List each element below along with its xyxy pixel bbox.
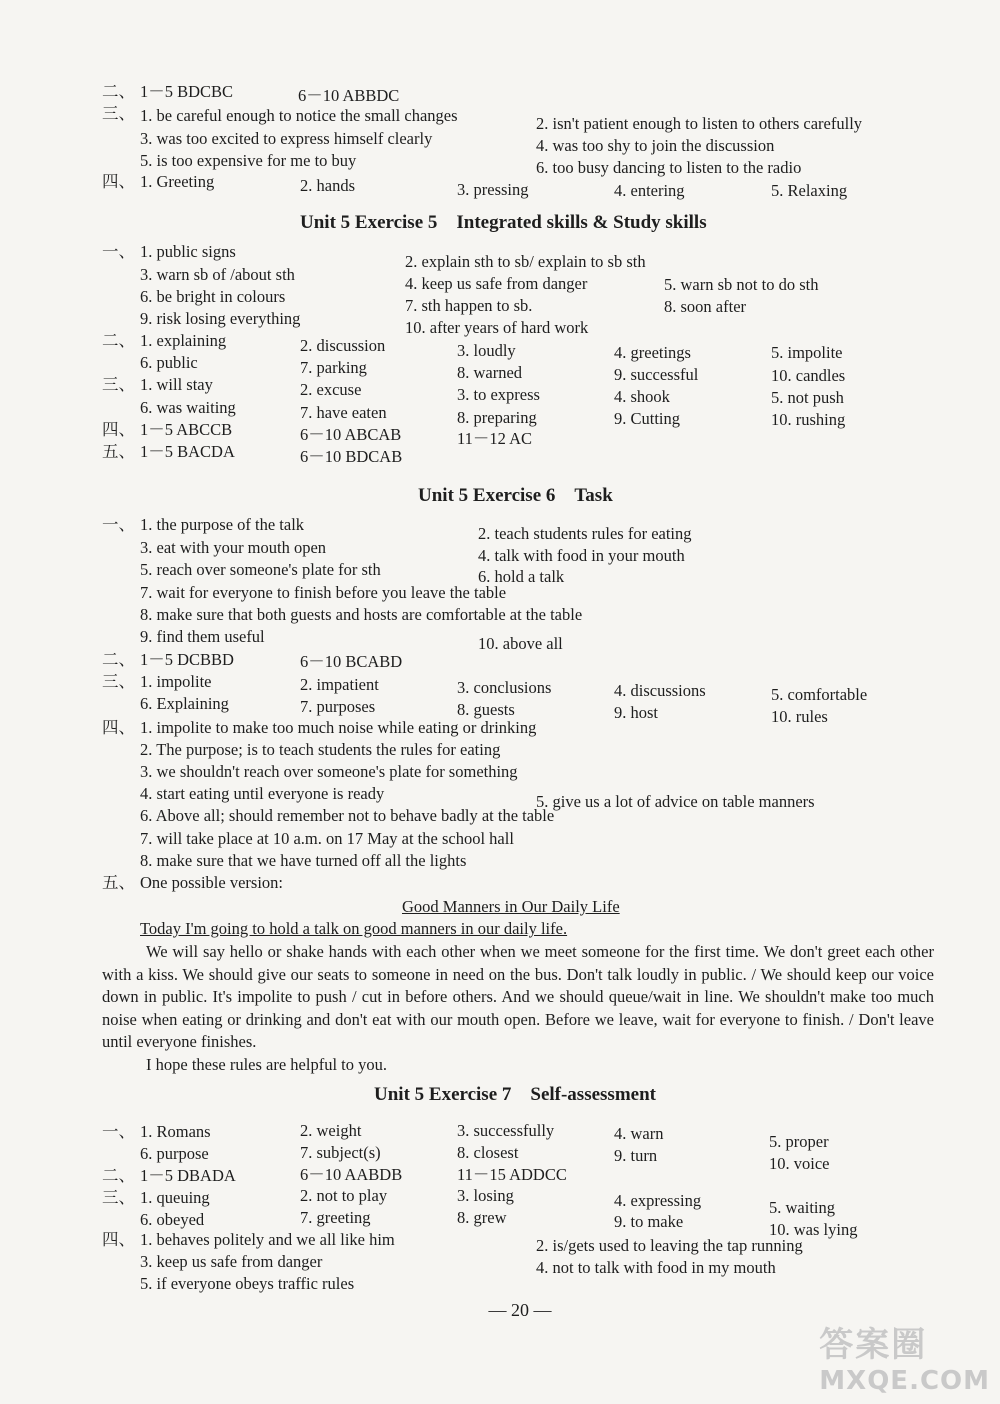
answer-item: 10. after years of hard work [405,318,589,337]
answer-item: 2. teach students rules for eating [478,524,692,543]
answer-item: 9. find them useful [140,627,265,646]
answer-item: 1. the purpose of the talk [140,515,305,534]
answer-item: 5. reach over someone's plate for sth [140,560,381,579]
answer-item: 5. if everyone obeys traffic rules [140,1274,355,1293]
answer-item: 11－15 ADDCC [457,1165,567,1184]
answer-item: 11－12 AC [457,429,533,448]
answer-item: 5. proper [769,1132,829,1151]
section-num: 二、 [102,331,135,350]
answer-item: 6－10 ABBDC [298,86,400,105]
answer-item: 1. Romans [140,1122,211,1141]
answer-item: 6. public [140,353,198,372]
section-num: 一、 [102,242,135,261]
answer-item: 5. Relaxing [771,181,848,200]
answer-item: 6. was waiting [140,398,236,417]
section-num: 三、 [102,672,135,691]
answer-item: 3. we shouldn't reach over someone's plate for something [140,762,518,781]
answer-item: 4. greetings [614,343,691,362]
answer-item: 4. not to talk with food in my mouth [536,1258,776,1277]
answer-item: 2. excuse [300,380,362,399]
answer-item: 1. public signs [140,242,236,261]
answer-item: 6. purpose [140,1144,209,1163]
answer-item: 10. was lying [769,1220,858,1239]
answer-item: 3. warn sb of /about sth [140,265,295,284]
answer-item: 9. host [614,703,659,722]
answer-item: 1－5 BDCBC [140,82,234,101]
answer-item: 2. weight [300,1121,362,1140]
answer-item: 3. to express [457,385,540,404]
answer-item: 7. greeting [300,1208,371,1227]
answer-item: 6. hold a talk [478,567,565,586]
answer-item: 9. successful [614,365,699,384]
watermark [819,1317,990,1396]
answer-item: 4. talk with food in your mouth [478,546,685,565]
answer-item: 3. eat with your mouth open [140,538,327,557]
section-num: 一、 [102,1122,135,1141]
answer-item: 2. hands [300,176,355,195]
answer-item: 8. soon after [664,297,747,316]
answer-item: 2. impatient [300,675,379,694]
answer-item: 6. obeyed [140,1210,205,1229]
answer-item: One possible version: [140,873,283,892]
answer-item: 1. explaining [140,331,227,350]
answer-item: 6－10 ABCAB [300,425,402,444]
answer-item: 7. have eaten [300,403,387,422]
answer-item: 10. rushing [771,410,846,429]
answer-item: 6. too busy dancing to listen to the radio [536,158,802,177]
answer-item: 3. was too excited to express himself clearly [140,129,433,148]
answer-item: 6. Above all; should remember not to behave badly at the table [140,806,555,825]
answer-item: 4. was too shy to join the discussion [536,136,775,155]
section-num: 四、 [102,718,135,737]
answer-item: 2. isn't patient enough to listen to others carefully [536,114,863,133]
answer-item: 3. successfully [457,1121,555,1140]
answer-item: 3. keep us safe from danger [140,1252,323,1271]
answer-item: 7. purposes [300,697,376,716]
essay-body [102,941,934,1076]
answer-item: 5. warn sb not to do sth [664,275,819,294]
answer-item: 1－5 DBADA [140,1166,236,1185]
answer-item: 5. waiting [769,1198,835,1217]
section-num: 四、 [102,1230,135,1249]
answer-item: 6. Explaining [140,694,229,713]
answer-item: 1－5 DCBBD [140,650,234,669]
answer-item: 8. make sure that we have turned off all the lights [140,851,467,870]
page-number: — 20 — [488,1300,552,1320]
answer-item: 7. wait for everyone to finish before you leave the table [140,583,507,602]
answer-item: 3. pressing [457,180,529,199]
exercise-heading: Unit 5 Exercise 5 Integrated skills & Study skills [300,212,707,233]
essay-closing: I hope these rules are helpful to you. [146,1054,388,1074]
answer-item: 7. subject(s) [300,1143,381,1162]
answer-item: 8. closest [457,1143,519,1162]
answer-item: 9. Cutting [614,409,681,428]
answer-item: 1. queuing [140,1188,210,1207]
answer-item: 3. losing [457,1186,514,1205]
answer-item: 2. discussion [300,336,386,355]
answer-item: 1. impolite [140,672,212,691]
answer-item: 3. loudly [457,341,516,360]
answer-item: 6. be bright in colours [140,287,286,306]
section-num: 三、 [102,375,135,394]
answer-item: 10. candles [771,366,846,385]
answer-item: 2. The purpose; is to teach students the rules for eating [140,740,501,759]
answer-item: 5. not push [771,388,844,407]
answer-item: 8. preparing [457,408,537,427]
answer-item: 5. is too expensive for me to buy [140,151,357,170]
answer-item: 4. start eating until everyone is ready [140,784,385,803]
answer-item: 1. impolite to make too much noise while eating or drinking [140,718,537,737]
answer-item: 1－5 ABCCB [140,420,233,439]
answer-item: 4. shook [614,387,670,406]
section-num: 五、 [102,873,135,892]
answer-item: 2. is/gets used to leaving the tap running [536,1236,803,1255]
section-num: 二、 [102,1166,135,1185]
essay-first-line: Today I'm going to hold a talk on good manners in our daily life. [140,919,568,938]
section-num: 三、 [102,1188,135,1207]
answer-item: 10. rules [771,707,828,726]
answer-item: 5. impolite [771,343,843,362]
exercise-heading: Unit 5 Exercise 6 Task [418,485,613,506]
section-num: 三、 [102,104,135,123]
section-num: 四、 [102,172,135,191]
answer-item: 7. will take place at 10 a.m. on 17 May at the school hall [140,829,514,848]
answer-item: 4. keep us safe from danger [405,274,588,293]
answer-item: 3. conclusions [457,678,552,697]
answer-item: 1－5 BACDA [140,442,235,461]
answer-item: 9. risk losing everything [140,309,301,328]
answer-item: 2. explain sth to sb/ explain to sb sth [405,252,646,271]
section-num: 二、 [102,82,135,101]
exercise-heading: Unit 5 Exercise 7 Self-assessment [374,1084,656,1105]
answer-item: 9. turn [614,1146,658,1165]
answer-item: 8. grew [457,1208,507,1227]
answer-item: 9. to make [614,1212,684,1231]
answer-item: 6－10 BCABD [300,652,403,671]
answer-item: 1. Greeting [140,172,215,191]
answer-item: 4. discussions [614,681,706,700]
answer-item: 8. guests [457,700,515,719]
answer-item: 7. parking [300,358,367,377]
watermark-url: MXQE.COM [819,1366,990,1396]
answer-item: 4. entering [614,181,685,200]
answer-item: 2. not to play [300,1186,388,1205]
answer-item: 10. above all [478,634,563,653]
essay-title: Good Manners in Our Daily Life [402,897,620,916]
answer-item: 6－10 AABDB [300,1165,403,1184]
essay-paragraph: We will say hello or shake hands with each other when we meet someone for the first time. We don't greet each other with a kiss. We should give our seats to someone in need on the bus. Don't talk loudly in public. / We should keep our voice down in public. It's impolite to push / cut in before others. And we should queue/wait in line. We shouldn't make too much noise when eating or drinking and don't eat with our mouth open. Before we leave, wait for everyone to finish. / Don't leave until everyone finishes. [102,942,934,1051]
answer-item: 5. give us a lot of advice on table manners [536,792,815,811]
section-num: 五、 [102,442,135,461]
answer-item: 4. warn [614,1124,664,1143]
answer-item: 1. be careful enough to notice the small changes [140,106,458,125]
answer-item: 8. make sure that both guests and hosts are comfortable at the table [140,605,583,624]
section-num: 二、 [102,650,135,669]
answer-item: 7. sth happen to sb. [405,296,533,315]
answer-item: 1. will stay [140,375,213,394]
section-num: 一、 [102,515,135,534]
answer-item: 10. voice [769,1154,830,1173]
section-num: 四、 [102,420,135,439]
answer-item: 1. behaves politely and we all like him [140,1230,395,1249]
watermark-logo: 答案圈 [819,1325,928,1365]
answer-item: 5. comfortable [771,685,868,704]
answer-item: 6－10 BDCAB [300,447,403,466]
answer-item: 8. warned [457,363,523,382]
answer-item: 4. expressing [614,1191,702,1210]
